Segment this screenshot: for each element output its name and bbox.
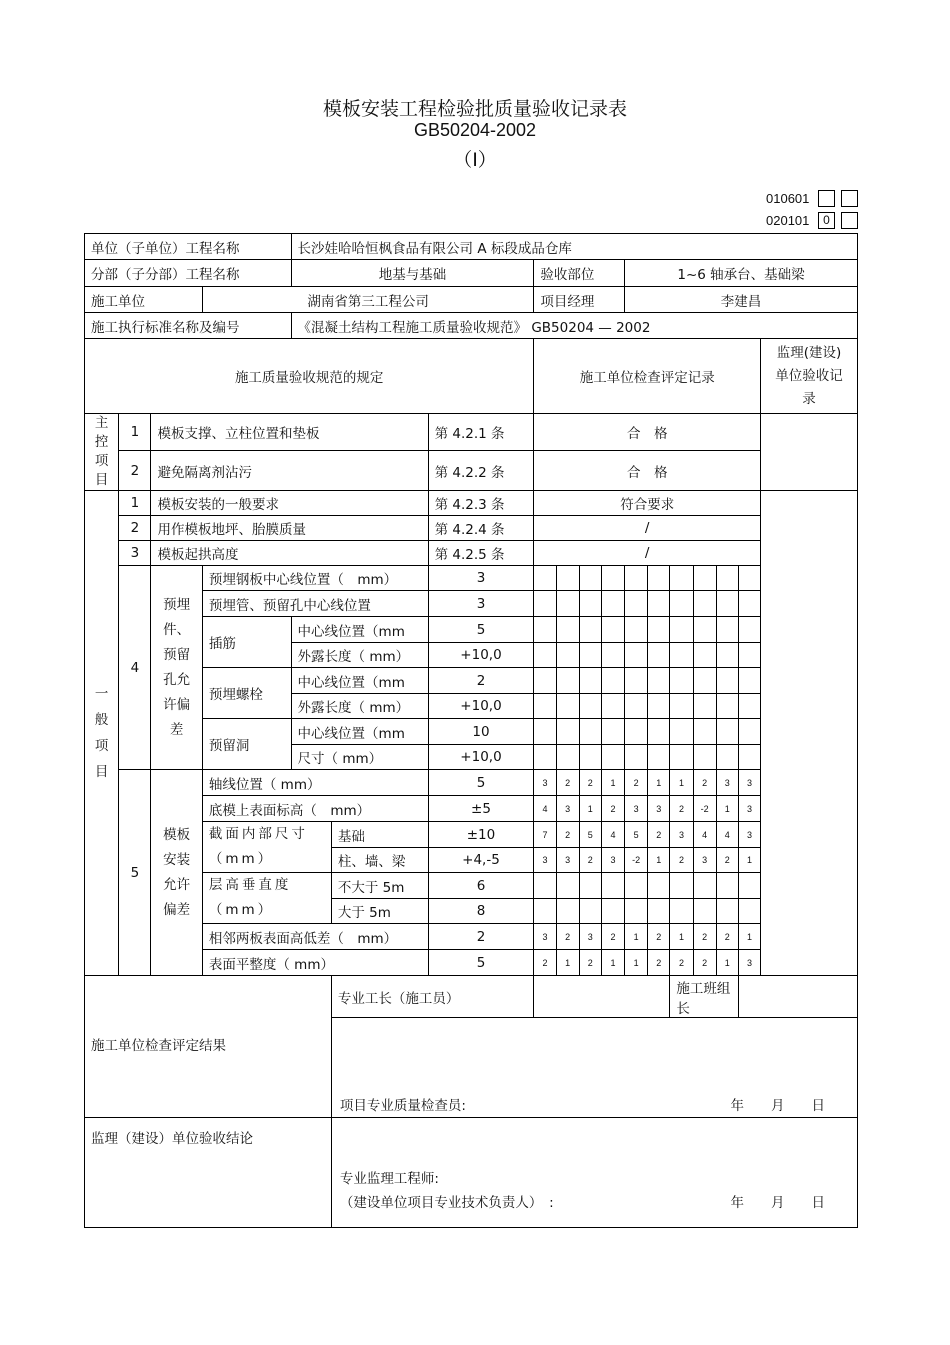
item-name: 模板支撑、立柱位置和垫板 (151, 414, 428, 451)
measure: 2 (670, 848, 693, 873)
main-group-char: 项 (94, 453, 109, 469)
record-header: 施工单位检查评定记录 (534, 339, 761, 414)
measure: 2 (579, 848, 601, 873)
g5-cat-line: 允许 (163, 876, 191, 893)
g5-base-val: ±10 (428, 822, 534, 848)
g4-cat-line: 许偏 (163, 696, 191, 713)
measure: 1 (648, 770, 670, 796)
team-label: 施工班组长 (670, 976, 739, 1018)
measure: 1 (670, 924, 693, 950)
g5-axis: 轴线位置（ mm） (202, 770, 428, 796)
item-name: 模板安装的一般要求 (151, 491, 428, 516)
measure: 1 (716, 950, 738, 976)
supervisor-main (761, 414, 858, 491)
supervisor-area (331, 1118, 857, 1228)
g4-cat-line: 孔允 (163, 671, 191, 688)
measure: 2 (693, 950, 716, 976)
item-no: 4 (119, 566, 151, 770)
measure: 3 (738, 770, 760, 796)
form-roman: （Ⅰ） (453, 149, 497, 171)
std-label: 施工执行标准名称及编号 (85, 313, 292, 339)
general-group-char: 项 (94, 738, 109, 754)
code-2: 020101 (766, 213, 810, 228)
constructor-label: 施工单位 (85, 287, 203, 313)
item-no: 5 (119, 770, 151, 976)
result-date: 年 月 日 (730, 1098, 825, 1114)
measure: 2 (625, 770, 648, 796)
general-items-group (85, 491, 119, 976)
item-no: 2 (119, 451, 151, 491)
code-1-box-b (841, 190, 858, 207)
g4-insert: 插筋 (202, 617, 291, 668)
supervisor-label: 监理（建设）单位验收结论 (85, 1118, 332, 1228)
item-no: 3 (119, 541, 151, 566)
engineer-label: 专业监理工程师: (339, 1171, 439, 1187)
general-group-char: 目 (94, 764, 109, 780)
main-group-char: 目 (94, 472, 109, 488)
measure: 2 (601, 924, 624, 950)
g5-cat-line: 偏差 (163, 901, 191, 918)
item-clause: 第 4.2.1 条 (428, 414, 534, 451)
std-value: 《混凝土结构工程施工质量验收规范》 GB50204 — 2002 (291, 313, 857, 339)
measure: 3 (534, 848, 556, 873)
result-label: 施工单位检查评定结果 (85, 976, 332, 1118)
g5-flat-val: 5 (428, 950, 534, 976)
g5-axis-val: 5 (428, 770, 534, 796)
g4-cat-line: 件、 (163, 621, 191, 638)
code-2-box-a: 0 (818, 212, 835, 229)
measure: 1 (625, 950, 648, 976)
measure: 3 (556, 848, 579, 873)
foreman-label: 专业工长（施工员） (331, 976, 534, 1018)
measure: 2 (693, 770, 716, 796)
item-name: 避免隔离剂沾污 (151, 451, 428, 491)
measure: 1 (601, 950, 624, 976)
g4-r2-name: 预埋管、预留孔中心线位置 (202, 591, 428, 617)
item-clause: 第 4.2.5 条 (428, 541, 534, 566)
measure: 1 (670, 770, 693, 796)
g5-bottom-val: ±5 (428, 796, 534, 822)
accept-part-value: 1~6 轴承台、基础梁 (625, 260, 858, 287)
g5-adjacent: 相邻两板表面高低差（ mm） (202, 924, 428, 950)
item-name: 用作模板地坪、胎膜质量 (151, 516, 428, 541)
g5-base: 基础 (331, 822, 428, 848)
measure: 2 (579, 770, 601, 796)
supervisor-header-3: 录 (802, 390, 816, 407)
measure: 3 (716, 770, 738, 796)
item-name: 模板起拱高度 (151, 541, 428, 566)
measure: 1 (738, 924, 760, 950)
measure: 1 (601, 770, 624, 796)
g4-r3-val: 5 (428, 617, 534, 643)
measure: 3 (738, 822, 760, 848)
main-items-group (85, 414, 119, 491)
g5-column: 柱、墙、梁 (331, 848, 428, 873)
measure: 2 (716, 924, 738, 950)
owner-label: （建设单位项目专业技术负责人） : (339, 1195, 554, 1211)
g4-r4-val: +10,0 (428, 643, 534, 668)
item-result: / (534, 516, 761, 541)
measure: 7 (534, 822, 556, 848)
measure: 2 (648, 924, 670, 950)
measure: 2 (693, 924, 716, 950)
g4-r1-name: 预埋钢板中心线位置（ mm） (202, 566, 428, 591)
measure: 3 (693, 848, 716, 873)
measure: 3 (738, 796, 760, 822)
main-group-char: 控 (94, 434, 109, 450)
sub-value: 地基与基础 (291, 260, 534, 287)
measure: 2 (670, 796, 693, 822)
g4-r2-val: 3 (428, 591, 534, 617)
g5-flat: 表面平整度（ mm） (202, 950, 428, 976)
measure: 4 (716, 822, 738, 848)
measure: 1 (579, 796, 601, 822)
g4-bolt: 预埋螺栓 (202, 668, 291, 719)
sub-label: 分部（子分部）工程名称 (85, 260, 292, 287)
g4-cat-line: 差 (169, 721, 184, 738)
item-no: 1 (119, 491, 151, 516)
g4-r6-val: +10,0 (428, 694, 534, 719)
result-area (331, 1018, 857, 1118)
measure: 2 (534, 950, 556, 976)
measure: -2 (625, 848, 648, 873)
g4-r3-sub: 中心线位置（mm (291, 617, 428, 643)
measure: 2 (648, 950, 670, 976)
g5-lt5-val: 6 (428, 873, 534, 899)
g5-cat-line: 模板 (163, 826, 191, 843)
item-no: 1 (119, 414, 151, 451)
supervisor-header-1: 监理(建设) (776, 344, 842, 361)
measure: 2 (556, 822, 579, 848)
spec-header: 施工质量验收规范的规定 (85, 339, 534, 414)
measure: 2 (556, 924, 579, 950)
code-1: 010601 (766, 191, 810, 206)
g4-cat-line: 预留 (163, 646, 191, 663)
g4-r8-sub: 尺寸（ mm） (291, 745, 428, 770)
measure: 3 (534, 770, 556, 796)
measure: 4 (693, 822, 716, 848)
foreman-sign (534, 976, 670, 1018)
measure: 4 (601, 822, 624, 848)
measure: 5 (625, 822, 648, 848)
measure: 1 (648, 848, 670, 873)
measure: 3 (648, 796, 670, 822)
g4-r4-sub: 外露长度（ mm） (291, 643, 428, 668)
measure: 2 (648, 822, 670, 848)
item-clause: 第 4.2.4 条 (428, 516, 534, 541)
supervisor-general (761, 491, 858, 976)
g4-r7-val: 10 (428, 719, 534, 745)
general-group-char: 一 (94, 686, 109, 702)
measure: 3 (625, 796, 648, 822)
g5-column-val: +4,-5 (428, 848, 534, 873)
g5-section: 截面内部尺寸（mm） (202, 822, 331, 873)
measure: 2 (716, 848, 738, 873)
g5-gt5-val: 8 (428, 899, 534, 924)
unit-value: 长沙娃哈哈恒枫食品有限公司 A 标段成品仓库 (291, 234, 857, 260)
pm-label: 项目经理 (534, 287, 625, 313)
measure: 3 (670, 822, 693, 848)
g5-gt5: 大于 5m (331, 899, 428, 924)
g4-r7-sub: 中心线位置（mm (291, 719, 428, 745)
measure: -2 (693, 796, 716, 822)
measure: 2 (601, 796, 624, 822)
g4-r5-val: 2 (428, 668, 534, 694)
measure: 4 (534, 796, 556, 822)
form-standard: GB50204-2002 (413, 120, 537, 140)
constructor-value: 湖南省第三工程公司 (202, 287, 534, 313)
measure: 3 (738, 950, 760, 976)
item-clause: 第 4.2.2 条 (428, 451, 534, 491)
measure: 1 (738, 848, 760, 873)
item-clause: 第 4.2.3 条 (428, 491, 534, 516)
g5-lt5: 不大于 5m (331, 873, 428, 899)
g5-vertical: 层高垂直度（mm） (202, 873, 331, 924)
g5-cat-line: 安装 (163, 851, 191, 868)
item-result: 符合要求 (534, 491, 761, 516)
g4-cat-line: 预埋 (163, 596, 191, 613)
item-result: 合 格 (534, 451, 761, 491)
g5-adjacent-val: 2 (428, 924, 534, 950)
item-no: 2 (119, 516, 151, 541)
supervisor-date: 年 月 日 (730, 1195, 825, 1211)
g4-r6-sub: 外露长度（ mm） (291, 694, 428, 719)
measure: 5 (579, 822, 601, 848)
form-title: 模板安装工程检验批质量验收记录表 (322, 98, 627, 120)
main-group-char: 主 (94, 415, 109, 431)
code-2-box-b (841, 212, 858, 229)
accept-part-label: 验收部位 (534, 260, 625, 287)
g4-hole: 预留洞 (202, 719, 291, 770)
measure: 1 (556, 950, 579, 976)
measure: 3 (579, 924, 601, 950)
supervisor-header (761, 339, 858, 414)
supervisor-header-2: 单位验收记 (775, 367, 843, 384)
g4-category (151, 566, 202, 770)
g4-r8-val: +10,0 (428, 745, 534, 770)
measure: 2 (670, 950, 693, 976)
measure: 3 (601, 848, 624, 873)
measure: 2 (556, 770, 579, 796)
item-result: / (534, 541, 761, 566)
unit-label: 单位（子单位）工程名称 (85, 234, 292, 260)
g5-bottom: 底模上表面标高（ mm） (202, 796, 428, 822)
inspector-label: 项目专业质量检查员: (339, 1098, 466, 1114)
inspection-table (84, 233, 858, 1228)
measure: 3 (534, 924, 556, 950)
g5-category (151, 770, 202, 976)
measure: 1 (716, 796, 738, 822)
pm-value: 李建昌 (625, 287, 858, 313)
g4-r1-val: 3 (428, 566, 534, 591)
g4-r5-sub: 中心线位置（mm (291, 668, 428, 694)
measure: 1 (625, 924, 648, 950)
measure: 3 (556, 796, 579, 822)
team-sign (738, 976, 857, 1018)
item-result: 合 格 (534, 414, 761, 451)
general-group-char: 般 (94, 712, 109, 728)
measure: 2 (579, 950, 601, 976)
code-1-box-a (818, 190, 835, 207)
